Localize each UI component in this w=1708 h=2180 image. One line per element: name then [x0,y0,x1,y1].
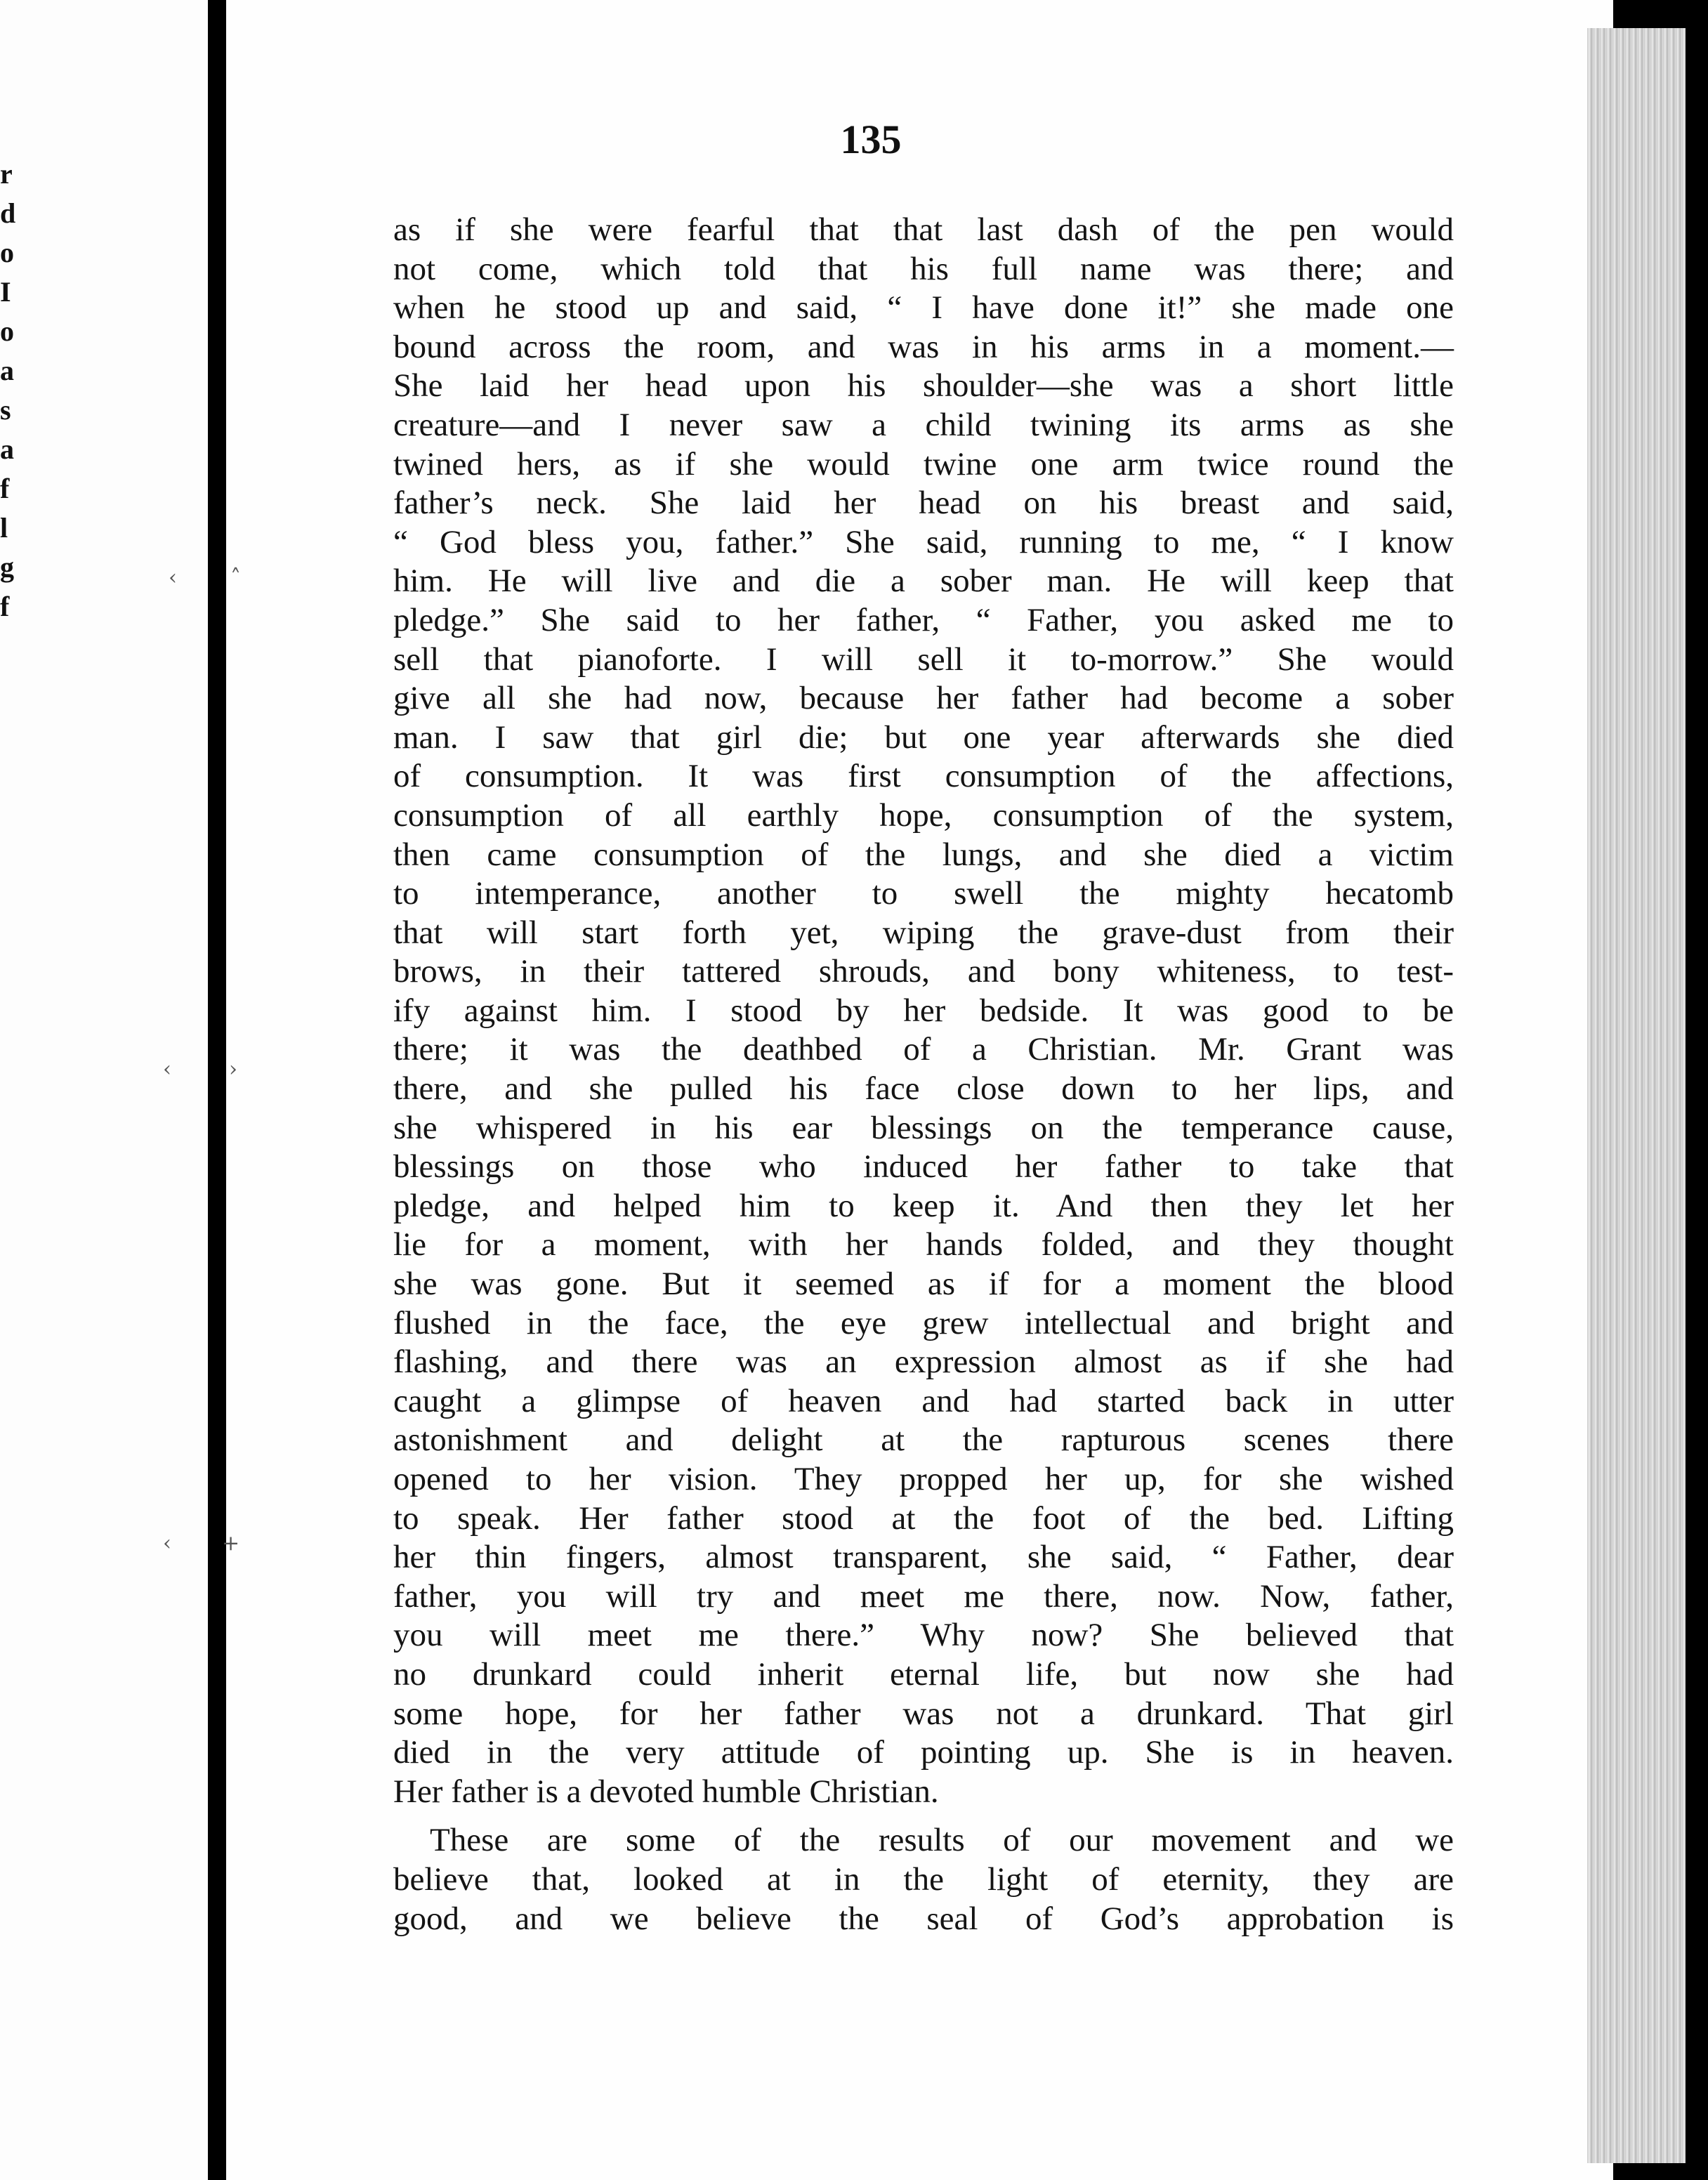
text-line: man. I saw that girl die; but one year afterwards she died [393,718,1454,756]
text-line: flashing, and there was an expression almost as if she had [393,1344,1454,1381]
text-line: twined hers, as if she would twine one arm twice round the [393,445,1454,482]
text-line: of consumption. It was first consumption of the affections, [393,758,1454,795]
bleed-letter: a [0,355,14,386]
text-line: then came consumption of the lungs, and she died a victim [393,836,1454,873]
text-line: Her father is a devoted humble Christian. [393,1773,939,1810]
text-line: opened to her vision. They propped her up, for she wished [393,1461,1454,1497]
page-stack-edge [1587,28,1686,2163]
text-line: consumption of all earthly hope, consumption of the system, [393,796,1454,834]
text-line: she was gone. But it seemed as if for a moment the blood [393,1266,1454,1303]
paragraph [393,211,1454,1811]
text-line: brows, in their tattered shrouds, and bony whiteness, to test- [393,953,1454,990]
bleed-letter: o [0,237,14,268]
text-line: no drunkard could inherit eternal life, but now she had [393,1655,1454,1693]
text-line: She laid her head upon his shoulder—she was a short little [393,367,1454,405]
text-line: father, you will try and meet me there, now. Now, father, [393,1577,1454,1615]
margin-mark: ‹ [163,1057,171,1082]
text-line: pledge.” She said to her father, “ Father, you asked me to [393,601,1454,638]
text-line: to intemperance, another to swell the mighty hecatomb [393,875,1454,912]
text-line: as if she were fearful that that last dash of the pen would [393,211,1454,248]
page-body-text [393,211,1454,1938]
text-line: her thin fingers, almost transparent, she said, “ Father, dear [393,1539,1454,1576]
paragraph [393,1821,1454,1938]
bleed-letter: f [0,591,10,622]
text-line: some hope, for her father was not a drunkard. That girl [393,1695,1454,1732]
text-line: pledge, and helped him to keep it. And then they let her [393,1187,1454,1224]
text-line: believe that, looked at in the light of eternity, they are [393,1860,1454,1898]
text-line: father’s neck. She laid her head on his breast and said, [393,485,1454,522]
left-page-bleed-text [0,155,21,626]
bleed-letter: d [0,197,16,229]
text-line: lie for a moment, with her hands folded, and they thought [393,1226,1454,1263]
text-line: “ God bless you, father.” She said, running to me, “ I know [393,523,1454,560]
margin-mark: + [222,1531,240,1556]
text-line: astonishment and delight at the rapturous scenes there [393,1421,1454,1459]
bleed-letter: f [0,473,10,504]
margin-mark: › [229,1057,237,1082]
text-line: there, and she pulled his face close down to her lips, and [393,1070,1454,1108]
text-line: not come, which told that his full name was there; and [393,250,1454,287]
bleed-letter: I [0,276,11,308]
bleed-letter: l [0,512,8,544]
text-line: give all she had now, because her father had become a sober [393,680,1454,717]
book-gutter [208,0,226,2180]
text-line: to speak. Her father stood at the foot of the bed. Lifting [393,1499,1454,1537]
page-number: 135 [840,117,902,162]
text-line: blessings on those who induced her father to take that [393,1148,1454,1186]
margin-mark: ˄ [230,565,241,590]
text-line: good, and we believe the seal of God’s approbation is [393,1900,1454,1937]
text-line: she whispered in his ear blessings on the temperance cause, [393,1109,1454,1146]
bleed-letter: g [0,551,14,583]
text-line: you will meet me there.” Why now? She believed that [393,1617,1454,1654]
text-line: flushed in the face, the eye grew intellectual and bright and [393,1304,1454,1341]
text-line: caught a glimpse of heaven and had started back in utter [393,1382,1454,1419]
bleed-letter: o [0,315,14,347]
bleed-letter: a [0,433,14,465]
margin-mark: ‹ [169,565,177,590]
left-page-fragment [0,0,208,2180]
bleed-letter: s [0,394,11,426]
text-line: that will start forth yet, wiping the grave-dust from their [393,914,1454,951]
text-line: ify against him. I stood by her bedside. It was good to be [393,992,1454,1029]
text-line: when he stood up and said, “ I have done it!” she made one [393,289,1454,327]
text-line: there; it was the deathbed of a Christian. Mr. Grant was [393,1031,1454,1068]
bleed-letter: r [0,158,13,190]
text-line: creature—and I never saw a child twining its arms as she [393,406,1454,443]
text-line: him. He will live and die a sober man. He will keep that [393,563,1454,600]
text-line: These are some of the results of our movement and we [430,1822,1454,1859]
text-line: sell that pianoforte. I will sell it to-morrow.” She would [393,641,1454,678]
text-line: died in the very attitude of pointing up. She is in heaven. [393,1734,1454,1771]
margin-mark: ‹ [163,1531,171,1556]
text-line: bound across the room, and was in his arms in a moment.— [393,328,1454,365]
